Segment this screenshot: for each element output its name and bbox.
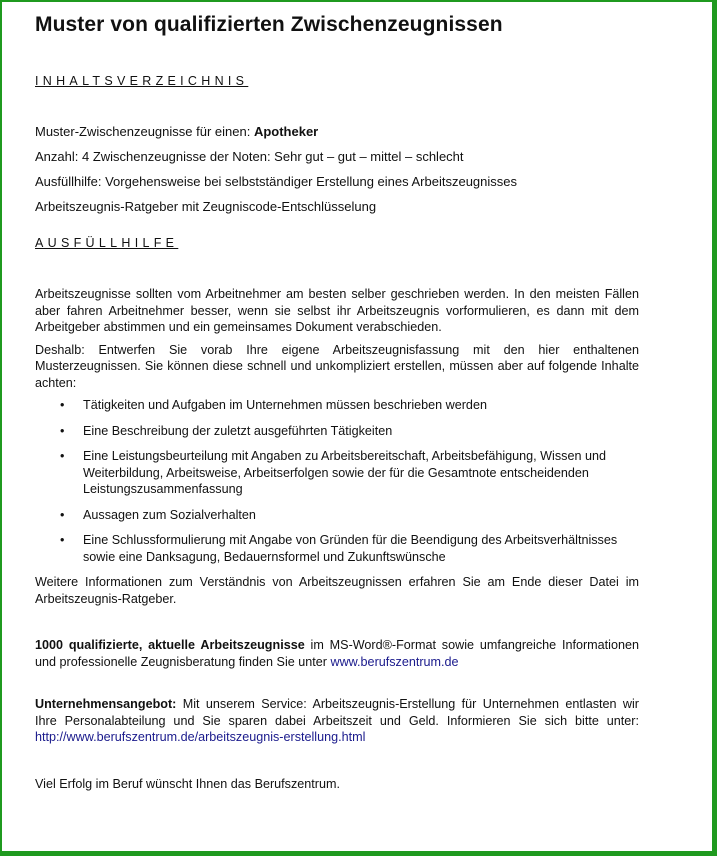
document-content (35, 12, 639, 798)
toc-line-guide: Ausfüllhilfe: Vorgehensweise bei selbstständiger Erstellung eines Arbeitszeugnisses (35, 174, 518, 189)
ausfuellhilfe-heading: AUSFÜLLHILFE (35, 236, 179, 250)
toc-line-profession-label: Muster-Zwischenzeugnisse für einen: (35, 124, 254, 139)
closing-line: Viel Erfolg im Beruf wünscht Ihnen das Berufszentrum. (35, 776, 340, 791)
list-item (35, 397, 639, 414)
list-item-text: Eine Leistungsbeurteilung mit Angaben zu Arbeitsbereitschaft, Arbeitsbefähigung, Wissen und Weiterbildung, Arbeitsweise, Arbeitserfolgen sowie der für die Gesamtnote entscheidenden Leistungszusammenfassung (83, 449, 606, 496)
toc-line-advisor: Arbeitszeugnis-Ratgeber mit Zeugniscode-Entschlüsselung (35, 199, 377, 214)
promo-paragraph (35, 637, 639, 670)
company-bold: Unternehmensangebot: (35, 697, 177, 711)
paragraph: Weitere Informationen zum Verständnis von Arbeitszeugnissen erfahren Sie am Ende dieser Datei im Arbeitszeugnis-Ratgeber. (35, 575, 639, 606)
toc-line-count: Anzahl: 4 Zwischenzeugnisse der Noten: Sehr gut – gut – mittel – schlecht (35, 149, 464, 164)
spacer (35, 752, 639, 776)
list-item (35, 532, 639, 565)
spacer (35, 676, 639, 696)
list-item (35, 423, 639, 440)
paragraph: Deshalb: Entwerfen Sie vorab Ihre eigene Arbeitszeugnisfassung mit den hier enthaltenen Musterzeugnissen. Sie können diese schnell und unkompliziert erstellen, müssen aber auf folgende Inhalte achten: (35, 342, 639, 390)
bullet-icon: • (60, 507, 65, 522)
list-item (35, 448, 639, 498)
document-title: Muster von qualifizierten Zwischenzeugnissen (35, 13, 503, 36)
paragraph: Arbeitszeugnisse sollten vom Arbeitnehmer am besten selber geschrieben werden. In den meisten Fällen aber fahren Arbeitnehmer besser, wenn sie selbst ihr Arbeitszeugnis vorformulieren, es dann mit dem Arbeitgeber abstimmen und ein gemeinsames Dokument verabschieden. (35, 287, 639, 334)
promo-text: im MS-Word®-Format sowie umfangreiche Informationen und professionelle Zeugnisberatung finden Sie unter (35, 638, 639, 669)
bullet-icon: • (60, 398, 65, 412)
company-text: Mit unserem Service: Arbeitszeugnis-Erstellung für Unternehmen entlasten wir Ihre Personalabteilung und Sie sparen dabei Arbeitszeit und Geld. Informieren Sie sich bitte unter: (35, 697, 639, 728)
toc-line-profession (35, 124, 639, 139)
company-paragraph (35, 696, 639, 746)
ausfuellhilfe-body (35, 286, 639, 792)
requirements-list (35, 397, 639, 565)
bullet-icon: • (60, 449, 65, 463)
table-of-contents (35, 124, 639, 214)
list-item-text: Eine Beschreibung der zuletzt ausgeführten Tätigkeiten (83, 423, 393, 438)
arbeitszeugnis-erstellung-link[interactable]: http://www.berufszentrum.de/arbeitszeugnis-erstellung.html (35, 730, 366, 744)
bullet-icon: • (60, 423, 65, 438)
list-item-text: Tätigkeiten und Aufgaben im Unternehmen müssen beschrieben werden (83, 398, 487, 412)
toc-profession: Apotheker (253, 124, 319, 139)
bullet-icon: • (60, 533, 65, 547)
spacer (35, 613, 639, 637)
list-item (35, 507, 639, 524)
berufszentrum-link[interactable]: www.berufszentrum.de (330, 654, 459, 669)
promo-bold: 1000 qualifizierte, aktuelle Arbeitszeugnisse (35, 638, 305, 652)
list-item-text: Aussagen zum Sozialverhalten (83, 507, 256, 522)
list-item-text: Eine Schlussformulierung mit Angabe von Gründen für die Beendigung des Arbeitsverhältnisses sowie eine Danksagung, Bedauernsformel und Zukunftswünsche (83, 533, 618, 564)
toc-heading: INHALTSVERZEICHNIS (35, 74, 249, 88)
